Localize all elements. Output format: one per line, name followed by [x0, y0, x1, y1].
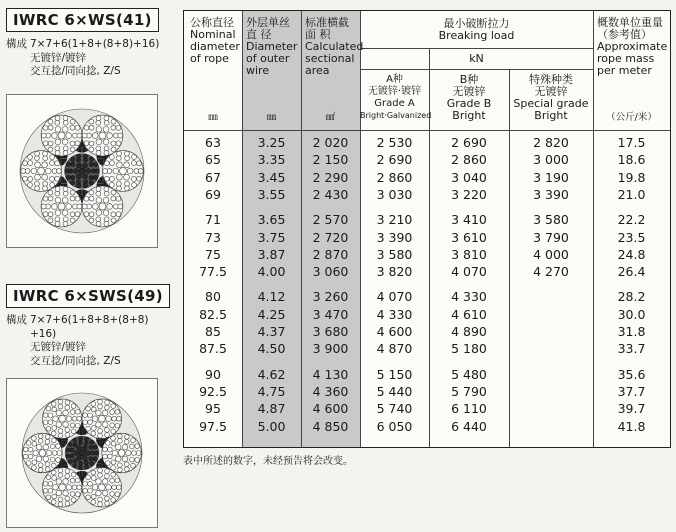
cell-special-load: 3 000 [533, 152, 569, 168]
cell-grade-a-load: 5 440 [376, 383, 413, 399]
cell-nominal-dia: 65 [205, 152, 221, 168]
construction-line: 交互捻/同向捻, Z/S [30, 354, 121, 367]
cell-outer-wire-dia: 3.55 [257, 186, 286, 202]
cell-grade-b-load: 2 690 [451, 135, 487, 150]
cell-outer-wire-dia: 4.25 [257, 306, 286, 322]
cell-sectional-area: 2 570 [312, 212, 349, 228]
rope-cross-section-ws41 [6, 94, 158, 248]
cell-grade-a-load: 4 070 [376, 289, 413, 305]
cell-grade-b-load: 4 890 [451, 324, 487, 339]
cell-outer-wire-dia: 4.37 [257, 324, 286, 339]
cell-grade-a-load: 3 210 [376, 212, 413, 228]
header-nominal-diameter: 公称直径 Nominal diameter of rope [190, 16, 240, 65]
cell-outer-wire-dia: 3.65 [257, 212, 286, 228]
cell-grade-a-load: 2 530 [376, 135, 413, 150]
cell-grade-b-load: 6 440 [451, 418, 487, 434]
header-outer-wire-diameter: 外层单丝 直 径 Diameter of outer wire [246, 16, 298, 77]
cell-grade-a-load: 5 150 [376, 366, 413, 382]
cell-special-load: 4 270 [533, 264, 569, 280]
cell-rope-mass: 19.8 [617, 169, 646, 185]
cell-nominal-dia: 80 [205, 289, 221, 305]
cell-outer-wire-dia: 3.87 [257, 246, 286, 262]
unit-nominal: ㎜ [208, 112, 218, 123]
cell-sectional-area: 4 360 [312, 383, 349, 399]
product-1-title: IWRC 6×WS(41) [6, 8, 159, 32]
header-grade-a: A种 无镀锌·镀锌 Grade A Bright·Galvanized [360, 74, 432, 120]
cell-rope-mass: 24.8 [617, 246, 646, 262]
cell-sectional-area: 3 470 [312, 306, 349, 322]
cell-grade-a-load: 2 690 [376, 152, 413, 168]
cell-outer-wire-dia: 4.62 [257, 366, 286, 382]
cell-sectional-area: 2 150 [312, 152, 349, 168]
cell-grade-a-load: 6 050 [376, 418, 413, 434]
cell-outer-wire-dia: 4.87 [257, 401, 286, 417]
cell-rope-mass: 23.5 [617, 229, 646, 245]
cell-grade-b-load: 3 040 [451, 169, 487, 185]
cell-grade-a-load: 4 600 [376, 324, 413, 339]
cell-sectional-area: 4 600 [312, 401, 349, 417]
cell-grade-b-load: 3 810 [451, 246, 487, 262]
construction-line: 7×7+6(1+8+(8+8)+16) [30, 38, 160, 50]
cell-rope-mass: 22.2 [617, 212, 646, 228]
cell-grade-b-load: 5 480 [451, 366, 487, 382]
cell-rope-mass: 17.5 [617, 135, 646, 150]
unit-outer-wire: ㎜ [266, 112, 277, 123]
cell-grade-a-load: 3 030 [376, 186, 413, 202]
cell-grade-b-load: 6 110 [451, 401, 487, 417]
cell-rope-mass: 30.0 [617, 306, 646, 322]
cell-grade-a-load: 3 820 [376, 264, 413, 280]
cell-special-load: 3 390 [533, 186, 569, 202]
cell-nominal-dia: 63 [205, 135, 221, 150]
cell-grade-a-load: 4 870 [376, 341, 413, 357]
cell-grade-a-load: 5 740 [376, 401, 413, 417]
construction-line: +16) [30, 327, 57, 340]
construction-label: 構成 [6, 38, 27, 50]
cell-nominal-dia: 69 [205, 186, 221, 202]
rope-cross-section-sws49 [6, 378, 158, 528]
footnote: 表中所述的数字，未经预告将会改变。 [183, 456, 353, 467]
cell-special-load: 3 580 [533, 212, 569, 228]
cell-grade-b-load: 3 220 [451, 186, 487, 202]
cell-special-load: 2 820 [533, 135, 569, 150]
cell-nominal-dia: 85 [205, 324, 221, 339]
cell-outer-wire-dia: 4.50 [257, 341, 286, 357]
cell-rope-mass: 28.2 [617, 289, 646, 305]
cell-grade-a-load: 3 580 [376, 246, 413, 262]
cell-grade-b-load: 4 070 [451, 264, 487, 280]
cell-outer-wire-dia: 3.35 [257, 152, 286, 168]
product-column [0, 0, 176, 532]
cell-rope-mass: 35.6 [617, 366, 646, 382]
cell-sectional-area: 2 720 [312, 229, 349, 245]
header-rope-mass: 概数单位重量 （参考值） Approximate rope mass per meter [597, 16, 668, 77]
cell-nominal-dia: 75 [205, 246, 221, 262]
cell-nominal-dia: 77.5 [199, 264, 227, 280]
cell-rope-mass: 39.7 [617, 401, 646, 417]
cell-sectional-area: 4 850 [312, 418, 349, 434]
cell-grade-a-load: 3 390 [376, 229, 413, 245]
cell-outer-wire-dia: 4.12 [257, 289, 286, 305]
cell-grade-b-load: 4 610 [451, 306, 487, 322]
cell-grade-b-load: 3 610 [451, 229, 487, 245]
cell-sectional-area: 2 290 [312, 169, 349, 185]
cell-rope-mass: 31.8 [617, 324, 646, 339]
cell-grade-a-load: 2 860 [376, 169, 413, 185]
construction-line: 无镀锌/镀锌 [30, 51, 87, 64]
cell-rope-mass: 37.7 [617, 383, 646, 399]
cell-outer-wire-dia: 5.00 [257, 418, 286, 434]
header-breaking-load: 最小破断拉力 Breaking load [438, 17, 515, 42]
cell-nominal-dia: 71 [205, 212, 221, 228]
cell-sectional-area: 2 430 [312, 186, 349, 202]
cell-nominal-dia: 82.5 [199, 306, 227, 322]
construction-label: 構成 [6, 314, 27, 326]
construction-line: 7×7+6(1+8+8+(8+8) [30, 314, 149, 326]
cell-rope-mass: 41.8 [617, 418, 646, 434]
unit-area: ㎟ [325, 112, 336, 123]
cell-sectional-area: 2 020 [312, 135, 349, 150]
cell-outer-wire-dia: 3.75 [257, 229, 286, 245]
cell-sectional-area: 3 680 [312, 324, 349, 339]
cell-nominal-dia: 92.5 [199, 383, 227, 399]
cell-grade-b-load: 3 410 [451, 212, 487, 228]
header-grade-b: B种 无镀锌 Grade B Bright [446, 73, 492, 122]
construction-line: 无镀锌/镀锌 [30, 341, 87, 353]
cell-nominal-dia: 67 [205, 169, 221, 185]
cell-rope-mass: 18.6 [617, 152, 646, 168]
cell-grade-a-load: 4 330 [376, 306, 413, 322]
cell-nominal-dia: 73 [205, 229, 221, 245]
header-sectional-area: 标准横截 面 积 Calculated sectional area [305, 16, 364, 77]
cell-outer-wire-dia: 4.00 [257, 264, 286, 280]
cell-sectional-area: 2 870 [312, 246, 349, 262]
cell-nominal-dia: 87.5 [199, 341, 227, 357]
spec-table [183, 10, 671, 448]
cell-sectional-area: 3 060 [312, 264, 349, 280]
cell-grade-b-load: 5 790 [451, 383, 487, 399]
cell-outer-wire-dia: 4.75 [257, 383, 286, 399]
product-2-title: IWRC 6×SWS(49) [6, 284, 170, 308]
cell-nominal-dia: 90 [205, 366, 221, 382]
unit-mass: （公斤/米） [606, 112, 657, 123]
cell-special-load: 3 790 [533, 229, 569, 245]
cell-rope-mass: 21.0 [617, 186, 646, 202]
cell-grade-b-load: 4 330 [451, 289, 487, 305]
construction-line: 交互捻/同向捻, Z/S [30, 65, 121, 77]
cell-rope-mass: 26.4 [617, 264, 646, 280]
cell-rope-mass: 33.7 [617, 341, 646, 357]
cell-nominal-dia: 97.5 [199, 418, 227, 434]
header-special-grade: 特殊种类 无镀锌 Special grade Bright [513, 73, 589, 122]
cell-sectional-area: 3 900 [312, 341, 349, 357]
cell-grade-b-load: 5 180 [451, 341, 487, 357]
cell-grade-b-load: 2 860 [451, 152, 487, 168]
cell-outer-wire-dia: 3.25 [257, 135, 286, 150]
header-kn: kN [469, 52, 484, 65]
cell-special-load: 4 000 [533, 246, 569, 262]
cell-special-load: 3 190 [533, 169, 569, 185]
cell-nominal-dia: 95 [205, 401, 221, 417]
cell-sectional-area: 3 260 [312, 289, 349, 305]
cell-outer-wire-dia: 3.45 [257, 169, 286, 185]
cell-sectional-area: 4 130 [312, 366, 349, 382]
